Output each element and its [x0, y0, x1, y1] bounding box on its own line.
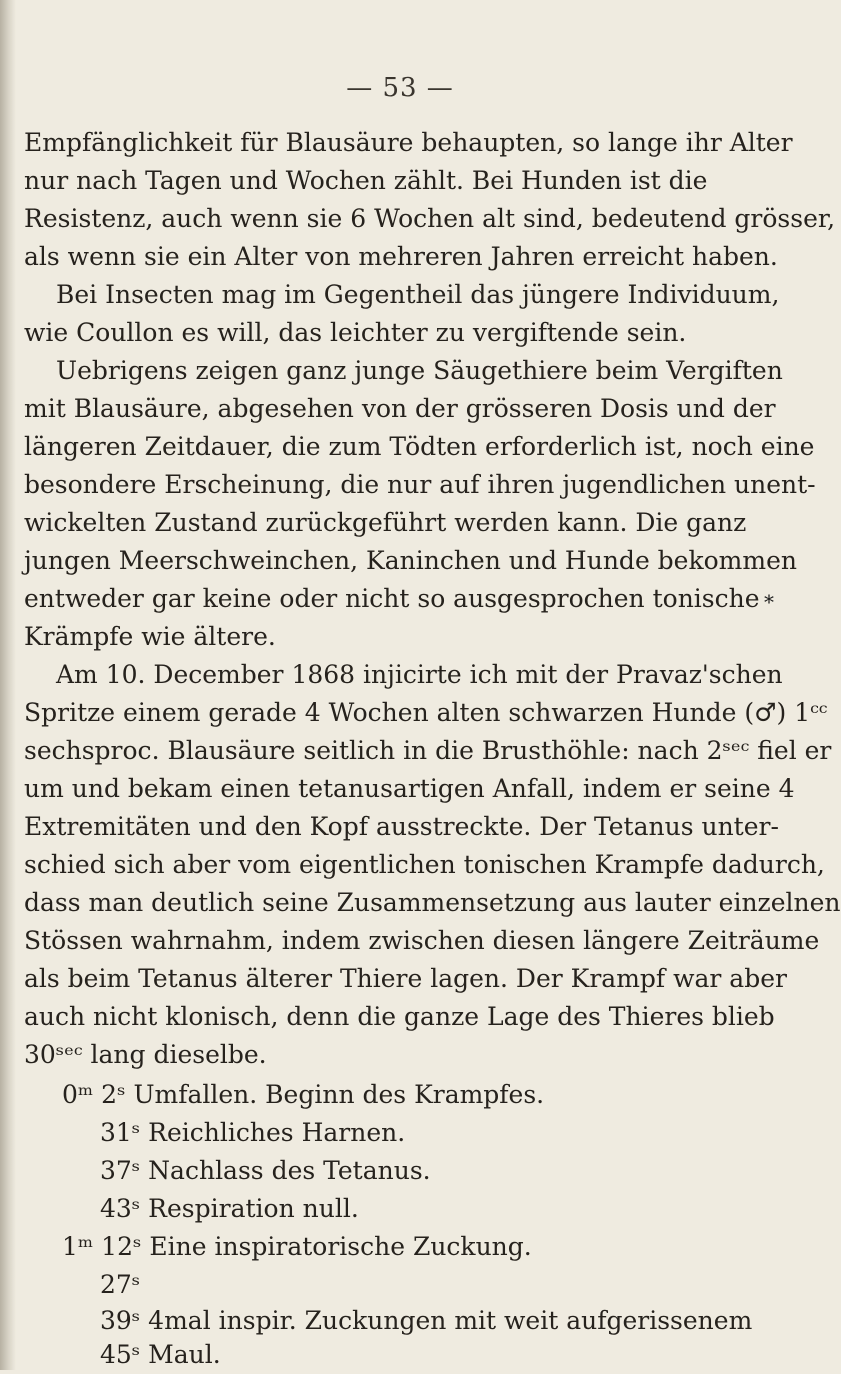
- margin-mark: *: [764, 590, 774, 614]
- text-line: entweder gar keine oder nicht so ausgesprochen tonische: [24, 584, 760, 613]
- time-entry: 43ˢ Respiration null.: [100, 1194, 359, 1223]
- text-line: nur nach Tagen und Wochen zählt. Bei Hunden ist die: [24, 166, 708, 195]
- text-line: wie Coullon es will, das leichter zu vergiftende sein.: [24, 318, 687, 347]
- text-line: schied sich aber vom eigentlichen tonischen Krampfe dadurch,: [24, 850, 825, 879]
- text-line: Extremitäten und den Kopf ausstreckte. Der Tetanus unter-: [24, 812, 779, 841]
- time-entry: 31ˢ Reichliches Harnen.: [100, 1118, 406, 1147]
- text-line: 30ˢᵉᶜ lang dieselbe.: [24, 1040, 267, 1069]
- text-line: Empfänglichkeit für Blausäure behaupten, so lange ihr Alter: [24, 128, 793, 157]
- text-line: Bei Insecten mag im Gegentheil das jüngere Individuum,: [56, 280, 780, 309]
- time-entry: 0ᵐ 2ˢ Umfallen. Beginn des Krampfes.: [62, 1080, 545, 1109]
- time-entry: 37ˢ Nachlass des Tetanus.: [100, 1156, 431, 1185]
- text-line: besondere Erscheinung, die nur auf ihren jugendlichen unent-: [24, 470, 816, 499]
- time-entry: 45ˢ Maul.: [100, 1340, 221, 1369]
- text-line: Stössen wahrnahm, indem zwischen diesen längere Zeiträume: [24, 926, 820, 955]
- text-line: Uebrigens zeigen ganz junge Säugethiere beim Vergiften: [56, 356, 783, 385]
- time-entry: 27ˢ: [100, 1270, 141, 1299]
- text-line: auch nicht klonisch, denn die ganze Lage des Thieres blieb: [24, 1002, 775, 1031]
- text-line: um und bekam einen tetanusartigen Anfall, indem er seine 4: [24, 774, 795, 803]
- text-line: dass man deutlich seine Zusammensetzung aus lauter einzelnen: [24, 888, 841, 917]
- time-entry: 39ˢ 4mal inspir. Zuckungen mit weit aufgerissenem: [100, 1306, 753, 1335]
- text-line: als beim Tetanus älterer Thiere lagen. Der Krampf war aber: [24, 964, 787, 993]
- text-line: Resistenz, auch wenn sie 6 Wochen alt sind, bedeutend grösser,: [24, 204, 836, 233]
- text-line: wickelten Zustand zurückgeführt werden kann. Die ganz: [24, 508, 747, 537]
- text-line: längeren Zeitdauer, die zum Tödten erforderlich ist, noch eine: [24, 432, 815, 461]
- text-line: sechsproc. Blausäure seitlich in die Brusthöhle: nach 2ˢᵉᶜ fiel er: [24, 736, 832, 765]
- text-line: Krämpfe wie ältere.: [24, 622, 276, 651]
- page-number: — 53 —: [346, 73, 454, 103]
- time-entry: 1ᵐ 12ˢ Eine inspiratorische Zuckung.: [62, 1232, 532, 1261]
- text-line: Spritze einem gerade 4 Wochen alten schwarzen Hunde (♂) 1ᶜᶜ: [24, 698, 828, 727]
- text-line: jungen Meerschweinchen, Kaninchen und Hunde bekommen: [24, 546, 797, 575]
- text-line: als wenn sie ein Alter von mehreren Jahren erreicht haben.: [24, 242, 778, 271]
- text-line: mit Blausäure, abgesehen von der grösseren Dosis und der: [24, 394, 776, 423]
- text-line: Am 10. December 1868 injicirte ich mit der Pravaz'schen: [56, 660, 783, 689]
